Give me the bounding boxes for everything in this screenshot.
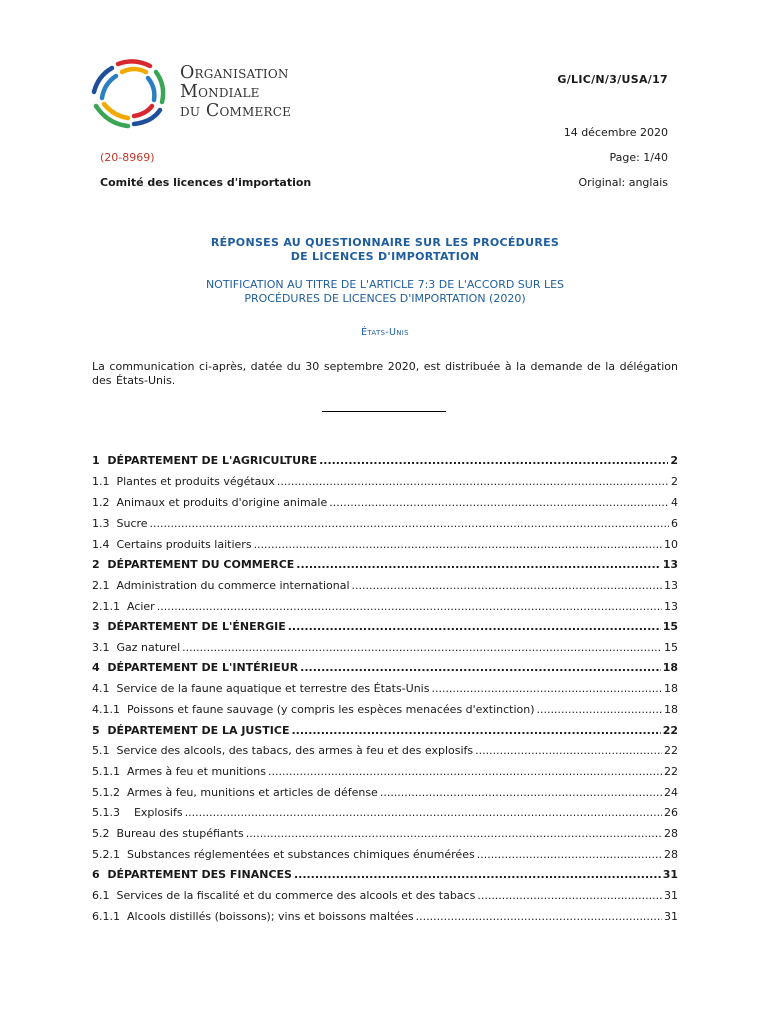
- toc-entry[interactable]: [92, 517, 678, 530]
- toc-entry[interactable]: [92, 848, 678, 861]
- toc-entry-label: 5.1.3 Explosifs: [92, 806, 183, 819]
- toc-entry[interactable]: [92, 868, 678, 881]
- toc-entry-page: 28: [664, 848, 678, 861]
- toc-entry-label: 6.1.1 Alcools distillés (boissons); vins et boissons maltées: [92, 910, 414, 923]
- toc-entry-label: 2.1.1 Acier: [92, 600, 155, 613]
- toc-leader-dots: [254, 538, 662, 551]
- toc-entry-label: 2.1 Administration du commerce international: [92, 579, 350, 592]
- toc-entry-page: 13: [664, 579, 678, 592]
- toc-entry-label: 4.1.1 Poissons et faune sauvage (y compris les espèces menacées d'extinction): [92, 703, 535, 716]
- document-date: 14 décembre 2020: [563, 126, 668, 139]
- organization-name: [180, 64, 291, 121]
- toc-entry-label: 1.2 Animaux et produits d'origine animale: [92, 496, 328, 509]
- toc-entry-page: 13: [664, 600, 678, 613]
- org-name-line-1: Organisation: [180, 63, 289, 83]
- toc-entry-page: 18: [664, 682, 678, 695]
- toc-leader-dots: [352, 579, 662, 592]
- toc-entry-page: 13: [662, 558, 678, 571]
- toc-entry[interactable]: [92, 661, 678, 674]
- page-number: Page: 1/40: [609, 151, 668, 164]
- toc-leader-dots: [182, 641, 662, 654]
- toc-leader-dots: [329, 496, 669, 509]
- toc-entry-page: 31: [664, 910, 678, 923]
- toc-leader-dots: [277, 475, 669, 488]
- toc-entry-label: 5.1.1 Armes à feu et munitions: [92, 765, 266, 778]
- toc-entry-page: 26: [664, 806, 678, 819]
- toc-leader-dots: [294, 868, 661, 881]
- toc-entry-label: 6 DÉPARTEMENT DES FINANCES: [92, 868, 292, 881]
- toc-entry[interactable]: [92, 454, 678, 467]
- toc-leader-dots: [380, 786, 662, 799]
- toc-entry[interactable]: [92, 827, 678, 840]
- toc-leader-dots: [150, 517, 669, 530]
- toc-entry-label: 1 DÉPARTEMENT DE L'AGRICULTURE: [92, 454, 318, 467]
- toc-entry[interactable]: [92, 538, 678, 551]
- toc-entry-label: 4.1 Service de la faune aquatique et terrestre des États-Unis: [92, 682, 430, 695]
- toc-entry-label: 5.2.1 Substances réglementées et substances chimiques énumérées: [92, 848, 475, 861]
- toc-leader-dots: [477, 848, 662, 861]
- toc-leader-dots: [246, 827, 662, 840]
- toc-leader-dots: [319, 454, 668, 467]
- toc-entry-page: 31: [664, 889, 678, 902]
- toc-entry-label: 3.1 Gaz naturel: [92, 641, 181, 654]
- toc-entry-page: 22: [662, 724, 678, 737]
- subtitle-line-2: PROCÉDURES DE LICENCES D'IMPORTATION (2020): [244, 292, 526, 305]
- toc-leader-dots: [157, 600, 662, 613]
- toc-entry-page: 6: [671, 517, 678, 530]
- separator-line: [322, 411, 446, 412]
- toc-entry-page: 2: [670, 454, 678, 467]
- toc-entry-page: 15: [662, 620, 678, 633]
- title-line-1: RÉPONSES AU QUESTIONNAIRE SUR LES PROCÉDURES: [210, 236, 560, 249]
- toc-entry[interactable]: [92, 600, 678, 613]
- document-title: [100, 236, 670, 264]
- org-name-line-2: Mondiale: [180, 82, 260, 102]
- toc-entry[interactable]: [92, 744, 678, 757]
- toc-entry-label: 5.1 Service des alcools, des tabacs, des armes à feu et des explosifs: [92, 744, 474, 757]
- toc-entry[interactable]: [92, 496, 678, 509]
- toc-leader-dots: [288, 620, 661, 633]
- toc-entry-label: 2 DÉPARTEMENT DU COMMERCE: [92, 558, 295, 571]
- wto-logo-icon: [88, 58, 170, 132]
- toc-entry-page: 22: [664, 765, 678, 778]
- toc-leader-dots: [296, 558, 660, 571]
- toc-entry[interactable]: [92, 889, 678, 902]
- toc-entry[interactable]: [92, 682, 678, 695]
- toc-leader-dots: [185, 806, 662, 819]
- original-language: Original: anglais: [578, 176, 668, 189]
- toc-entry-label: 5 DÉPARTEMENT DE LA JUSTICE: [92, 724, 290, 737]
- committee-name: Comité des licences d'importation: [100, 176, 312, 189]
- toc-entry-label: 5.1.2 Armes à feu, munitions et articles de défense: [92, 786, 378, 799]
- toc-entry-page: 28: [664, 827, 678, 840]
- toc-leader-dots: [416, 910, 662, 923]
- country-name: États-Unis: [361, 327, 409, 338]
- subtitle-line-1: NOTIFICATION AU TITRE DE L'ARTICLE 7:3 DE L'ACCORD SUR LES: [205, 278, 565, 291]
- toc-entry-label: 1.4 Certains produits laitiers: [92, 538, 252, 551]
- toc-entry-label: 1.3 Sucre: [92, 517, 148, 530]
- toc-leader-dots: [431, 682, 662, 695]
- toc-entry-page: 18: [662, 661, 678, 674]
- toc-entry[interactable]: [92, 558, 678, 571]
- toc-entry-page: 10: [664, 538, 678, 551]
- toc-entry-page: 15: [664, 641, 678, 654]
- document-reference: (20-8969): [100, 151, 155, 164]
- toc-entry-page: 4: [671, 496, 678, 509]
- toc-entry-page: 24: [664, 786, 678, 799]
- toc-leader-dots: [300, 661, 661, 674]
- toc-leader-dots: [475, 744, 662, 757]
- toc-entry-page: 31: [662, 868, 678, 881]
- toc-entry[interactable]: [92, 620, 678, 633]
- toc-entry[interactable]: [92, 786, 678, 799]
- toc-entry[interactable]: [92, 703, 678, 716]
- toc-entry-label: 1.1 Plantes et produits végétaux: [92, 475, 275, 488]
- toc-entry-label: 4 DÉPARTEMENT DE L'INTÉRIEUR: [92, 661, 299, 674]
- toc-leader-dots: [537, 703, 662, 716]
- toc-leader-dots: [268, 765, 662, 778]
- toc-entry-label: 3 DÉPARTEMENT DE L'ÉNERGIE: [92, 620, 286, 633]
- toc-entry-page: 22: [664, 744, 678, 757]
- title-line-2: DE LICENCES D'IMPORTATION: [290, 250, 480, 263]
- toc-entry-label: 6.1 Services de la fiscalité et du commerce des alcools et des tabacs: [92, 889, 476, 902]
- toc-entry[interactable]: [92, 724, 678, 737]
- document-subtitle: [100, 278, 670, 306]
- intro-paragraph: La communication ci-après, datée du 30 septembre 2020, est distribuée à la demande de la délégation des États-Unis.: [92, 360, 678, 387]
- toc-entry-label: 5.2 Bureau des stupéfiants: [92, 827, 244, 840]
- toc-leader-dots: [477, 889, 662, 902]
- document-symbol: G/LIC/N/3/USA/17: [557, 73, 668, 86]
- toc-entry[interactable]: [92, 806, 678, 819]
- toc-entry-page: 2: [671, 475, 678, 488]
- toc-entry-page: 18: [664, 703, 678, 716]
- org-name-line-3: du Commerce: [180, 101, 292, 121]
- toc-entry[interactable]: [92, 765, 678, 778]
- toc-entry[interactable]: [92, 475, 678, 488]
- toc-entry[interactable]: [92, 910, 678, 923]
- toc-leader-dots: [291, 724, 660, 737]
- toc-entry[interactable]: [92, 579, 678, 592]
- toc-entry[interactable]: [92, 641, 678, 654]
